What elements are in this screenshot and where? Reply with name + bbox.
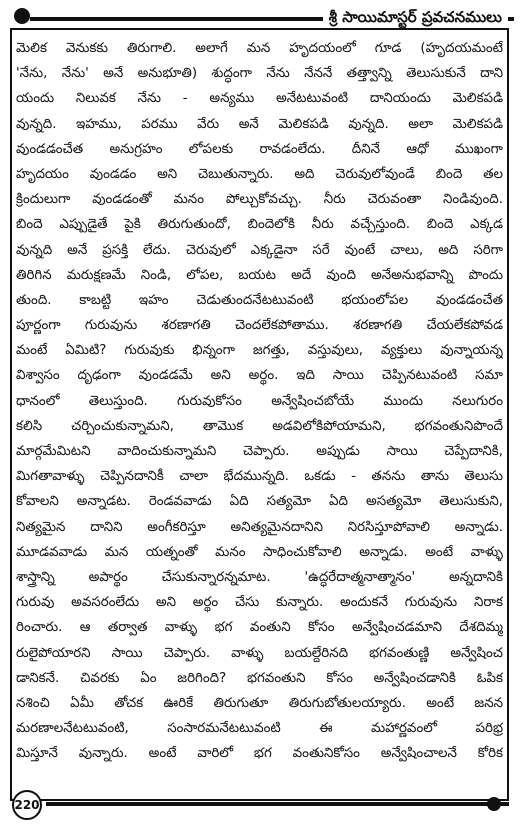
text-line: వున్నది అనే ప్రసక్తి లేదు. చెరువులో ఎక్కడైనా సరే వుంటే చాలు, అది సరిగా [16,242,503,258]
text-line: మార్గమేమిటని వాదించుకున్నామని చెప్పారు. అప్పుడు సాయి చెప్పేదానికి, [16,444,503,459]
text-line: ధానంలో తెలుస్తుంది. గురువుకోసం అన్వేషించబోయే ముందు నలుగురం [16,393,503,409]
running-title: శ్రీ సాయిమాస్టర్ ప్రవచనములు [323,4,508,30]
text-line: బిందె ఎప్పుడైతే పైకి తిరుగుతుందో, బిందెలోకి నీరు వచ్చేస్తుంది. బిందె ఎక్కడ [16,217,503,233]
text-line: పూర్ణంగా గురువును శరణాగతి చెందలేకపోతాము. శరణాగతి చేయలేకపోవడ [16,318,503,334]
text-line: శాస్త్రాన్ని అపార్థం చేసుకున్నారన్నమాట. 'ఉద్ధరేదాత్మనాత్మానం' అన్నదానికి [16,569,503,585]
text-line: క్రిందులుగా వుండడంతో మనం పోల్చుకోవచ్చు. నీరు చెరువంతా నిండివుంది. [16,192,503,208]
text-line: కోవాలని అన్నాడట. రెండవవాడు ఏది సత్యమో ఏది అసత్యమో తెలుసుకుని, [16,494,503,510]
text-line: 'నేను, నేను' అనే అనుభూతి) శుద్ధంగా నేను నేననే తత్త్వాన్ని తెలుసుకునే దాని [16,66,503,82]
text-line: రించారు. ఆ తర్వాత వాళ్ళు భగ వంతుని కోసం అన్వేషించడమాని దేశదిమ్మ [16,620,503,636]
body-text [16,36,503,766]
page-number: 220 [12,790,42,820]
text-line: మిస్తూనే వున్నారు. అంటే వారిలో భగ వంతునికోసం అన్వేషించాలనే కోరిక [16,746,503,762]
text-line: యందు నిలువక నేను - అన్యము అనేటటువంటి దానియందు మెలికపడి [16,91,503,107]
text-line: తిరిగిన మరుక్షణమే నిండి, లోపల, బయట అదే వుంది అనేఅనుభవాన్ని పొందు [16,267,503,283]
footer-dot-ornament [487,797,501,811]
text-line: వున్నది. ఇహము, పరము వేరు అనే మెలికపడి వున్నది. అలా మెలికపడి [16,116,503,132]
text-line: నశించి ఏమీ తోచక ఊరికే తిరుగుతూ తిరుగుబోతులయ్యారు. అంటే జనన [16,695,503,711]
text-line: మంటే ఏమిటి? గురువుకు భిన్నంగా జగత్తు, వస్తువులు, వ్యక్తులు వున్నాయన్న [16,343,503,359]
text-line: విశ్వాసం దృఢంగా వుండడమే అని అర్థం. ఇది సాయి చెప్పినటువంటి సమా [16,368,503,384]
text-line: నిత్యమైన దానిని అంగీకరిస్తూ అనిత్యమైనదానిని నిరసిస్తూపోవాలి అన్నాడు. [16,519,503,535]
page-header [8,4,514,30]
text-line: గురువు అవసరంలేదు అని అర్థం చేసు కున్నారు. అందుకనే గురువును నిరాక [16,595,503,611]
text-line: రులైపోయారని సాయి చెప్పారు. వాళ్ళు బయల్దేరినది భగవంతుణ్ణి అన్వేషించ [16,645,503,661]
text-line: కలిసి చర్చించుకున్నామని, తామొక అడవిలోకిపోయామని, భగవంతునిపొందే [16,418,503,434]
text-line: మూడవవాడు మన యత్నంతో మనం సాధించుకోవాలి అన్నాడు. అంటే వాళ్ళు [16,544,503,560]
text-line: మిగతావాళ్ళు చెప్పినదానికీ చాలా భేదమున్నది. ఒకడు - తనను తాను తెలుసు [16,469,503,485]
text-line: హృదయం వుండడం అని చెబుతున్నారు. అది చెరువులోవుండే బిందె తల [16,166,503,182]
text-line: మెలిక వెనుకకు తిరుగాలి. అలాగే మన హృదయంలో గూడ (హృదయమంటే [16,41,503,56]
footer-rule [46,802,509,806]
text-line: డానికనే. చివరకు ఏం జరిగింది? భగవంతుని కోసం అన్వేషించడానికి ఓపిక [16,670,503,686]
text-line: వుండడంచేత అనుగ్రహం లోపలకు రావడంలేదు. దీనినే ఆధో ముఖంగా [16,141,503,157]
text-line: మరణాలనేటటువంటి, సంసారమనేటటువంటి ఈ మహార్ణవంలో పరిభ్ర [16,721,503,737]
page-footer [10,790,509,820]
text-line: తుంది. కాబట్టి ఇహం చెడుతుందనేటటువంటి భయంలోపల వుండడంచేత [16,292,503,308]
header-dot-ornament [14,8,30,24]
